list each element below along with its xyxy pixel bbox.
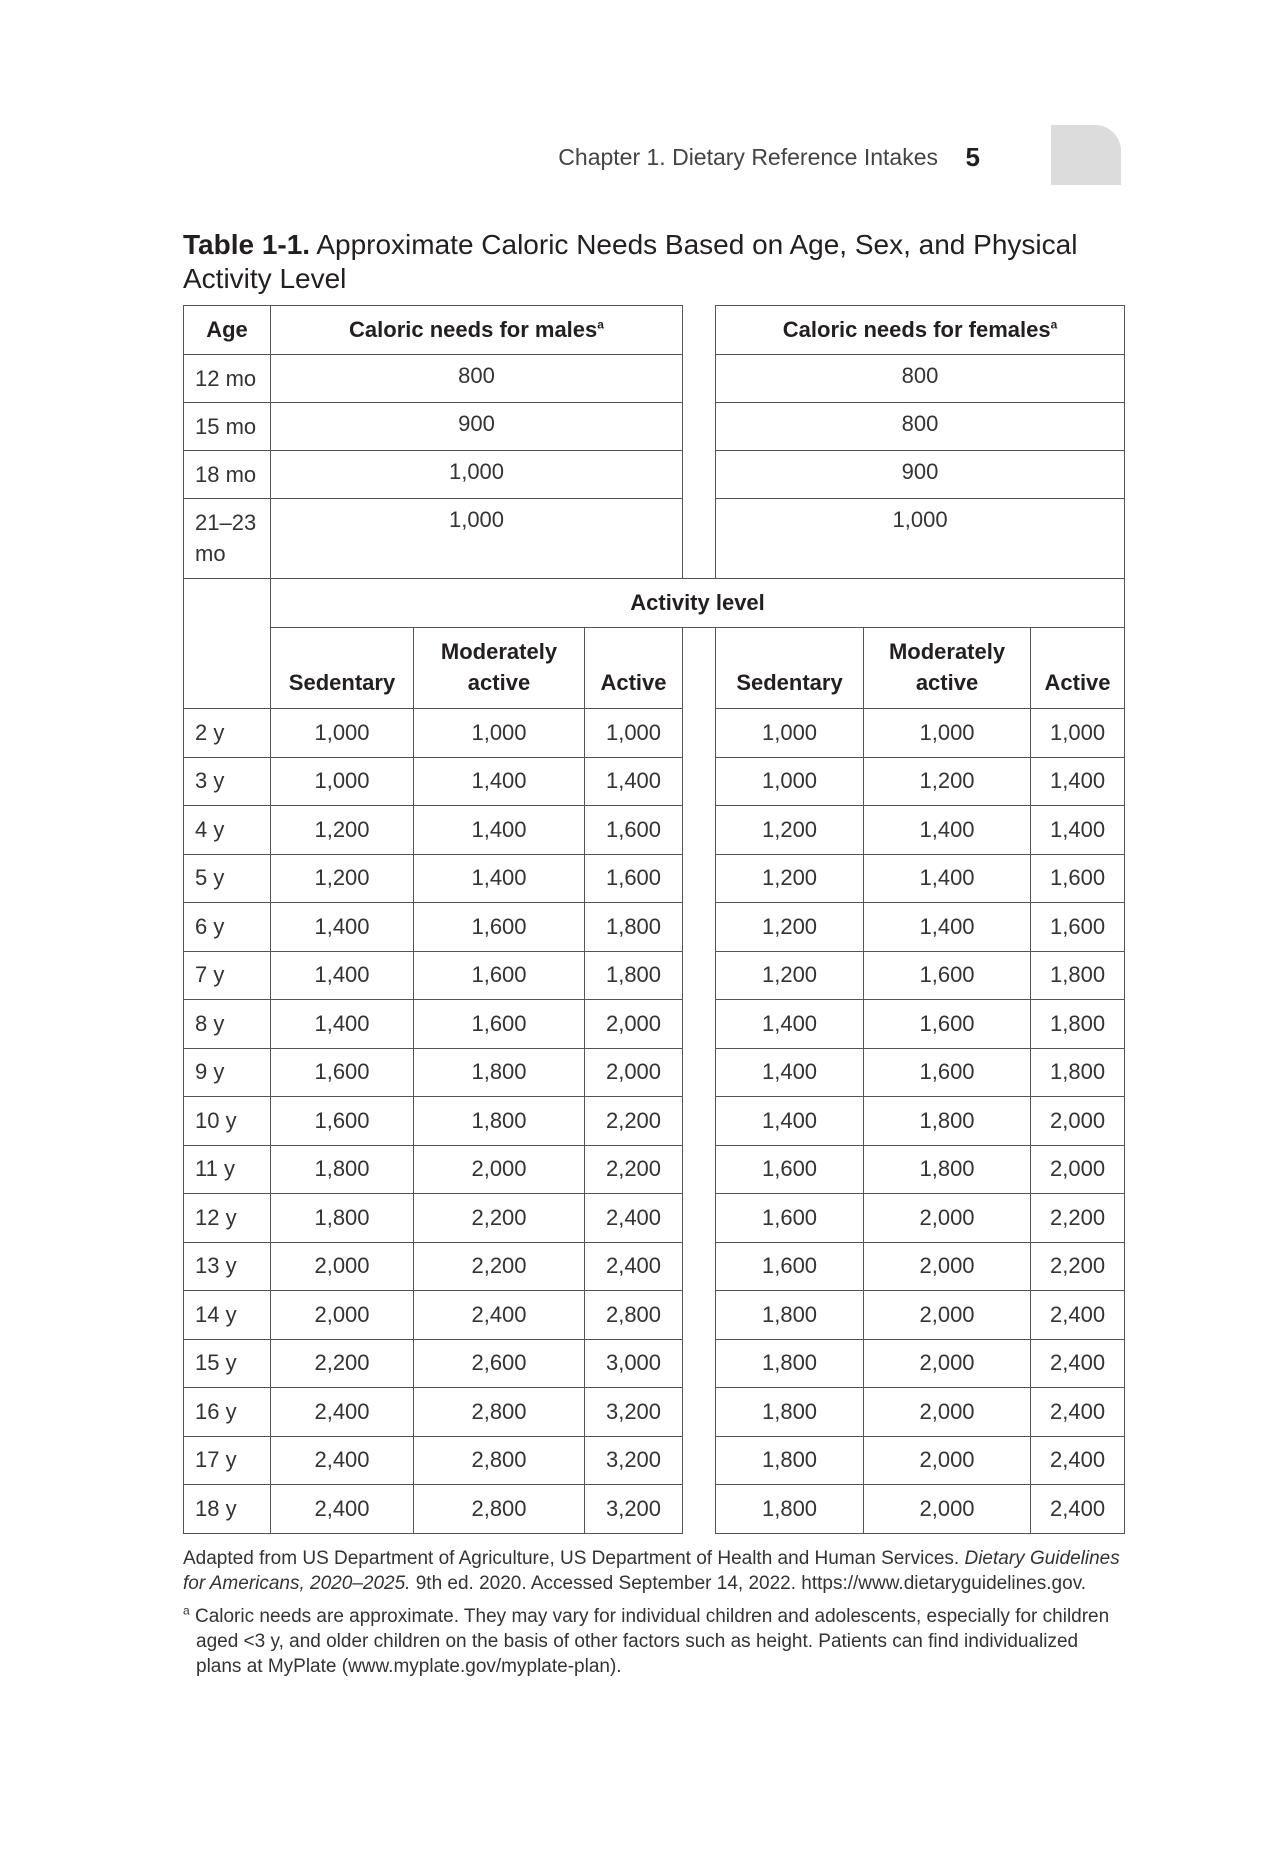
age-cell: 18 y — [184, 1485, 271, 1534]
male-active-value: 3,200 — [585, 1388, 683, 1437]
footnote — [183, 1604, 1123, 1679]
infant-rows — [184, 355, 1125, 579]
female-sedentary-value: 1,200 — [716, 854, 864, 903]
table-row — [184, 1048, 1125, 1097]
males-value: 800 — [271, 355, 683, 403]
age-cell: 12 y — [184, 1194, 271, 1243]
females-value: 900 — [716, 451, 1125, 499]
male-moderately-active-value: 2,200 — [414, 1242, 585, 1291]
male-active-value: 2,000 — [585, 1000, 683, 1049]
males-header-text: Caloric needs for males — [349, 317, 598, 342]
column-gap — [683, 499, 716, 579]
female-sedentary-value: 1,800 — [716, 1339, 864, 1388]
male-moderately-active-value: 1,400 — [414, 854, 585, 903]
male-active-value: 3,200 — [585, 1436, 683, 1485]
males-value: 1,000 — [271, 499, 683, 579]
source-note — [183, 1546, 1123, 1596]
female-moderately-active-value: 1,800 — [864, 1145, 1031, 1194]
male-sedentary-value: 1,800 — [271, 1145, 414, 1194]
female-moderately-active-value: 2,000 — [864, 1436, 1031, 1485]
male-moderately-active-value: 1,600 — [414, 951, 585, 1000]
female-moderately-active-header: Moderately active — [864, 628, 1031, 709]
male-sedentary-value: 2,000 — [271, 1242, 414, 1291]
column-gap — [683, 903, 716, 952]
male-active-value: 3,000 — [585, 1339, 683, 1388]
table-row — [184, 1291, 1125, 1340]
table-row — [184, 1000, 1125, 1049]
male-sedentary-value: 1,400 — [271, 951, 414, 1000]
table-row — [184, 1436, 1125, 1485]
age-cell: 21–23 mo — [184, 499, 271, 579]
male-moderately-active-value: 1,400 — [414, 757, 585, 806]
female-sedentary-value: 1,800 — [716, 1485, 864, 1534]
age-cell: 9 y — [184, 1048, 271, 1097]
table-row — [184, 806, 1125, 855]
males-value: 1,000 — [271, 451, 683, 499]
footnote-marker: a — [183, 1603, 190, 1618]
male-sedentary-value: 2,400 — [271, 1485, 414, 1534]
column-gap — [683, 1097, 716, 1146]
age-header: Age — [184, 306, 271, 355]
activity-level-row — [184, 579, 1125, 628]
table-row — [184, 355, 1125, 403]
males-value: 900 — [271, 403, 683, 451]
column-gap — [683, 355, 716, 403]
male-moderately-active-value: 2,800 — [414, 1485, 585, 1534]
male-active-value: 2,400 — [585, 1194, 683, 1243]
table-row — [184, 854, 1125, 903]
female-active-value: 2,400 — [1031, 1436, 1125, 1485]
age-cell: 13 y — [184, 1242, 271, 1291]
female-active-value: 2,400 — [1031, 1291, 1125, 1340]
age-cell: 16 y — [184, 1388, 271, 1437]
female-active-header: Active — [1031, 628, 1125, 709]
female-sedentary-value: 1,800 — [716, 1291, 864, 1340]
column-gap — [683, 1048, 716, 1097]
table-row — [184, 451, 1125, 499]
female-moderately-active-value: 1,400 — [864, 854, 1031, 903]
age-cell: 17 y — [184, 1436, 271, 1485]
female-moderately-active-value: 1,200 — [864, 757, 1031, 806]
column-gap — [683, 403, 716, 451]
age-cell: 8 y — [184, 1000, 271, 1049]
running-head — [560, 142, 1080, 182]
male-active-value: 2,800 — [585, 1291, 683, 1340]
female-moderately-active-value: 1,600 — [864, 1048, 1031, 1097]
column-gap — [683, 1000, 716, 1049]
column-gap — [683, 451, 716, 499]
male-sedentary-value: 1,400 — [271, 903, 414, 952]
female-active-value: 2,200 — [1031, 1242, 1125, 1291]
male-active-value: 1,600 — [585, 854, 683, 903]
female-moderately-active-value: 1,600 — [864, 951, 1031, 1000]
table-row — [184, 499, 1125, 579]
header-row — [184, 306, 1125, 355]
male-moderately-active-value: 2,200 — [414, 1194, 585, 1243]
male-moderately-active-value: 1,400 — [414, 806, 585, 855]
column-gap — [683, 806, 716, 855]
female-active-value: 1,400 — [1031, 757, 1125, 806]
table-row — [184, 1242, 1125, 1291]
male-moderately-active-value: 1,000 — [414, 709, 585, 758]
column-gap — [683, 709, 716, 758]
table-caption — [183, 228, 1133, 296]
female-active-value: 1,800 — [1031, 1048, 1125, 1097]
females-value: 800 — [716, 355, 1125, 403]
female-active-value: 2,000 — [1031, 1097, 1125, 1146]
footnote-text: Caloric needs are approximate. They may vary for individual children and adolescents, especially for children aged <3 y, and older children on the basis of other factors such as height. Patients can find individualized plans at MyPlate (www.myplate.gov/myplate-plan). — [194, 1606, 1110, 1677]
female-sedentary-value: 1,800 — [716, 1436, 864, 1485]
male-moderately-active-value: 2,000 — [414, 1145, 585, 1194]
female-moderately-active-value: 2,000 — [864, 1339, 1031, 1388]
age-cell: 18 mo — [184, 451, 271, 499]
table-row — [184, 1194, 1125, 1243]
age-cell: 12 mo — [184, 355, 271, 403]
column-gap — [683, 1242, 716, 1291]
table-title: Approximate Caloric Needs Based on Age, Sex, and Physical Activity Level — [183, 229, 1078, 294]
female-moderately-active-value: 2,000 — [864, 1485, 1031, 1534]
female-moderately-active-value: 1,400 — [864, 903, 1031, 952]
column-gap — [683, 628, 716, 709]
male-active-value: 1,600 — [585, 806, 683, 855]
females-value: 800 — [716, 403, 1125, 451]
female-moderately-active-value: 1,000 — [864, 709, 1031, 758]
column-gap — [683, 1145, 716, 1194]
age-cell: 15 y — [184, 1339, 271, 1388]
male-moderately-active-value: 1,600 — [414, 1000, 585, 1049]
female-active-value: 1,400 — [1031, 806, 1125, 855]
age-cell: 15 mo — [184, 403, 271, 451]
column-gap — [683, 1339, 716, 1388]
female-sedentary-header: Sedentary — [716, 628, 864, 709]
age-blank-cell — [184, 579, 271, 709]
male-sedentary-value: 1,400 — [271, 1000, 414, 1049]
age-cell: 10 y — [184, 1097, 271, 1146]
female-active-value: 1,600 — [1031, 903, 1125, 952]
male-active-value: 2,200 — [585, 1097, 683, 1146]
male-sedentary-value: 2,400 — [271, 1388, 414, 1437]
female-sedentary-value: 1,600 — [716, 1194, 864, 1243]
female-sedentary-value: 1,200 — [716, 806, 864, 855]
female-sedentary-value: 1,800 — [716, 1388, 864, 1437]
male-sedentary-value: 1,800 — [271, 1194, 414, 1243]
female-moderately-active-value: 1,600 — [864, 1000, 1031, 1049]
age-cell: 7 y — [184, 951, 271, 1000]
male-active-value: 2,200 — [585, 1145, 683, 1194]
male-moderately-active-value: 2,400 — [414, 1291, 585, 1340]
table-row — [184, 903, 1125, 952]
male-sedentary-value: 1,000 — [271, 757, 414, 806]
table-row — [184, 951, 1125, 1000]
male-active-value: 1,400 — [585, 757, 683, 806]
females-header — [716, 306, 1125, 355]
female-active-value: 2,200 — [1031, 1194, 1125, 1243]
female-moderately-active-value: 2,000 — [864, 1291, 1031, 1340]
source-suffix: 9th ed. 2020. Accessed September 14, 2022. https://www.dietaryguidelines.gov. — [415, 1573, 1087, 1594]
column-gap — [683, 951, 716, 1000]
female-active-value: 2,400 — [1031, 1485, 1125, 1534]
male-sedentary-value: 2,000 — [271, 1291, 414, 1340]
females-header-text: Caloric needs for females — [782, 317, 1051, 342]
table-row — [184, 1339, 1125, 1388]
page-number: 5 — [965, 142, 980, 172]
male-active-header: Active — [585, 628, 683, 709]
male-moderately-active-value: 1,600 — [414, 903, 585, 952]
female-sedentary-value: 1,200 — [716, 951, 864, 1000]
chapter-title: Chapter 1. Dietary Reference Intakes — [558, 144, 938, 170]
table-row — [184, 1097, 1125, 1146]
female-active-value: 2,400 — [1031, 1388, 1125, 1437]
table-row — [184, 709, 1125, 758]
table-row — [184, 757, 1125, 806]
male-active-value: 1,000 — [585, 709, 683, 758]
age-cell: 2 y — [184, 709, 271, 758]
column-gap — [683, 306, 716, 355]
column-gap — [683, 1194, 716, 1243]
male-sedentary-value: 1,600 — [271, 1048, 414, 1097]
age-cell: 3 y — [184, 757, 271, 806]
column-gap — [683, 854, 716, 903]
age-cell: 6 y — [184, 903, 271, 952]
female-sedentary-value: 1,400 — [716, 1097, 864, 1146]
male-moderately-active-value: 1,800 — [414, 1097, 585, 1146]
male-moderately-active-value: 2,800 — [414, 1436, 585, 1485]
female-sedentary-value: 1,400 — [716, 1048, 864, 1097]
male-sedentary-value: 2,400 — [271, 1436, 414, 1485]
table-label: Table 1-1. — [183, 229, 311, 260]
source-prefix: Adapted from US Department of Agriculture, US Department of Health and Human Services. — [183, 1548, 960, 1569]
female-moderately-active-value: 1,400 — [864, 806, 1031, 855]
male-active-value: 1,800 — [585, 951, 683, 1000]
male-active-value: 3,200 — [585, 1485, 683, 1534]
female-active-value: 1,800 — [1031, 1000, 1125, 1049]
page-tab — [1051, 125, 1121, 185]
table-row — [184, 403, 1125, 451]
column-gap — [683, 757, 716, 806]
male-active-value: 2,400 — [585, 1242, 683, 1291]
male-sedentary-value: 1,200 — [271, 806, 414, 855]
female-moderately-active-value: 2,000 — [864, 1388, 1031, 1437]
female-active-value: 2,400 — [1031, 1339, 1125, 1388]
age-cell: 14 y — [184, 1291, 271, 1340]
age-cell: 4 y — [184, 806, 271, 855]
age-rows — [184, 709, 1125, 1534]
column-gap — [683, 1436, 716, 1485]
male-sedentary-value: 2,200 — [271, 1339, 414, 1388]
male-sedentary-value: 1,600 — [271, 1097, 414, 1146]
female-sedentary-value: 1,000 — [716, 709, 864, 758]
age-cell: 5 y — [184, 854, 271, 903]
female-sedentary-value: 1,400 — [716, 1000, 864, 1049]
female-active-value: 2,000 — [1031, 1145, 1125, 1194]
activity-level-header: Activity level — [271, 579, 1125, 628]
caloric-needs-table — [183, 305, 1125, 1534]
female-sedentary-value: 1,600 — [716, 1242, 864, 1291]
table-notes — [183, 1546, 1123, 1687]
footnote-marker: a — [1050, 317, 1058, 332]
male-sedentary-header: Sedentary — [271, 628, 414, 709]
male-sedentary-value: 1,000 — [271, 709, 414, 758]
male-moderately-active-header: Moderately active — [414, 628, 585, 709]
activity-header-rows — [184, 579, 1125, 709]
female-moderately-active-value: 1,800 — [864, 1097, 1031, 1146]
table-row — [184, 1485, 1125, 1534]
column-gap — [683, 1291, 716, 1340]
male-moderately-active-value: 1,800 — [414, 1048, 585, 1097]
male-active-value: 1,800 — [585, 903, 683, 952]
female-active-value: 1,600 — [1031, 854, 1125, 903]
footnote-marker: a — [597, 317, 604, 332]
source-title: Dietary Guidelines for Americans, 2020–2025. — [183, 1548, 1120, 1594]
females-value: 1,000 — [716, 499, 1125, 579]
female-active-value: 1,800 — [1031, 951, 1125, 1000]
column-gap — [683, 1388, 716, 1437]
males-header — [271, 306, 683, 355]
table-row — [184, 1388, 1125, 1437]
age-cell: 11 y — [184, 1145, 271, 1194]
male-moderately-active-value: 2,600 — [414, 1339, 585, 1388]
female-active-value: 1,000 — [1031, 709, 1125, 758]
male-sedentary-value: 1,200 — [271, 854, 414, 903]
female-moderately-active-value: 2,000 — [864, 1242, 1031, 1291]
table-row — [184, 1145, 1125, 1194]
column-gap — [683, 1485, 716, 1534]
male-moderately-active-value: 2,800 — [414, 1388, 585, 1437]
female-sedentary-value: 1,600 — [716, 1145, 864, 1194]
female-sedentary-value: 1,000 — [716, 757, 864, 806]
female-sedentary-value: 1,200 — [716, 903, 864, 952]
female-moderately-active-value: 2,000 — [864, 1194, 1031, 1243]
levels-row — [184, 628, 1125, 709]
male-active-value: 2,000 — [585, 1048, 683, 1097]
